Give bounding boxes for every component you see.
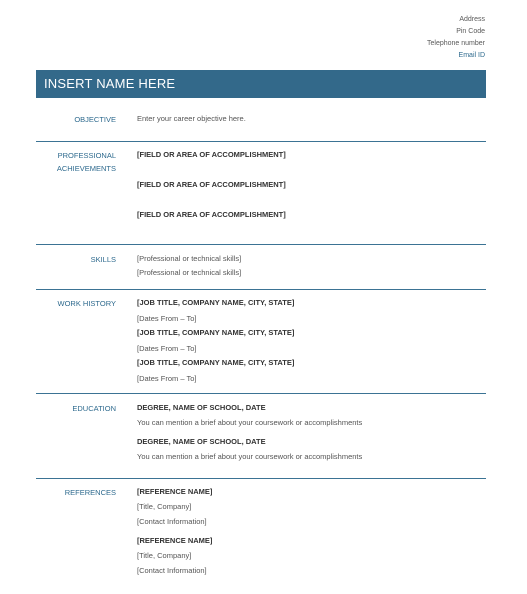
achievement-item: [FIELD OR AREA OF ACCOMPLISHMENT] [137, 210, 286, 219]
education-degree: DEGREE, NAME OF SCHOOL, DATE [137, 437, 266, 446]
achievements-label-line1: PROFESSIONAL [57, 151, 116, 160]
reference-name: [REFERENCE NAME] [137, 536, 213, 545]
job-title: [JOB TITLE, COMPANY NAME, CITY, STATE] [137, 358, 295, 367]
address-text: Address [459, 16, 485, 23]
email-text: Email ID [458, 52, 485, 59]
skills-section [36, 245, 486, 290]
achievements-label [36, 150, 116, 175]
achievement-item: [FIELD OR AREA OF ACCOMPLISHMENT] [137, 180, 286, 189]
skill-item: [Professional or technical skills] [137, 254, 242, 263]
achievements-section [36, 142, 486, 245]
reference-title: [Title, Company] [137, 502, 192, 511]
work-history-section [36, 290, 486, 394]
skills-label: SKILLS [90, 255, 116, 264]
job-title: [JOB TITLE, COMPANY NAME, CITY, STATE] [137, 328, 295, 337]
references-label: REFERENCES [64, 488, 116, 497]
work-history-label: WORK HISTORY [57, 299, 116, 308]
education-note: You can mention a brief about your coursework or accomplishments [137, 418, 363, 427]
telephone-text: Telephone number [427, 40, 485, 47]
education-note: You can mention a brief about your coursework or accomplishments [137, 452, 363, 461]
education-degree: DEGREE, NAME OF SCHOOL, DATE [137, 403, 266, 412]
objective-section [36, 99, 486, 142]
job-title: [JOB TITLE, COMPANY NAME, CITY, STATE] [137, 298, 295, 307]
contact-block [427, 14, 485, 62]
achievements-label-line2: ACHIEVEMENTS [56, 163, 116, 173]
objective-text: Enter your career objective here. [137, 114, 246, 123]
objective-label: OBJECTIVE [74, 115, 116, 124]
achievement-item: [FIELD OR AREA OF ACCOMPLISHMENT] [137, 150, 286, 159]
education-section [36, 394, 486, 479]
job-dates: [Dates From – To] [137, 344, 197, 353]
reference-contact: [Contact Information] [137, 566, 207, 575]
pin-code-text: Pin Code [456, 28, 485, 35]
job-dates: [Dates From – To] [137, 314, 197, 323]
reference-name: [REFERENCE NAME] [137, 487, 213, 496]
reference-title: [Title, Company] [137, 551, 192, 560]
job-dates: [Dates From – To] [137, 374, 197, 383]
education-label: EDUCATION [72, 404, 116, 413]
skill-item: [Professional or technical skills] [137, 268, 242, 277]
name-header: INSERT NAME HERE [36, 70, 486, 98]
references-section [36, 479, 486, 579]
reference-contact: [Contact Information] [137, 517, 207, 526]
